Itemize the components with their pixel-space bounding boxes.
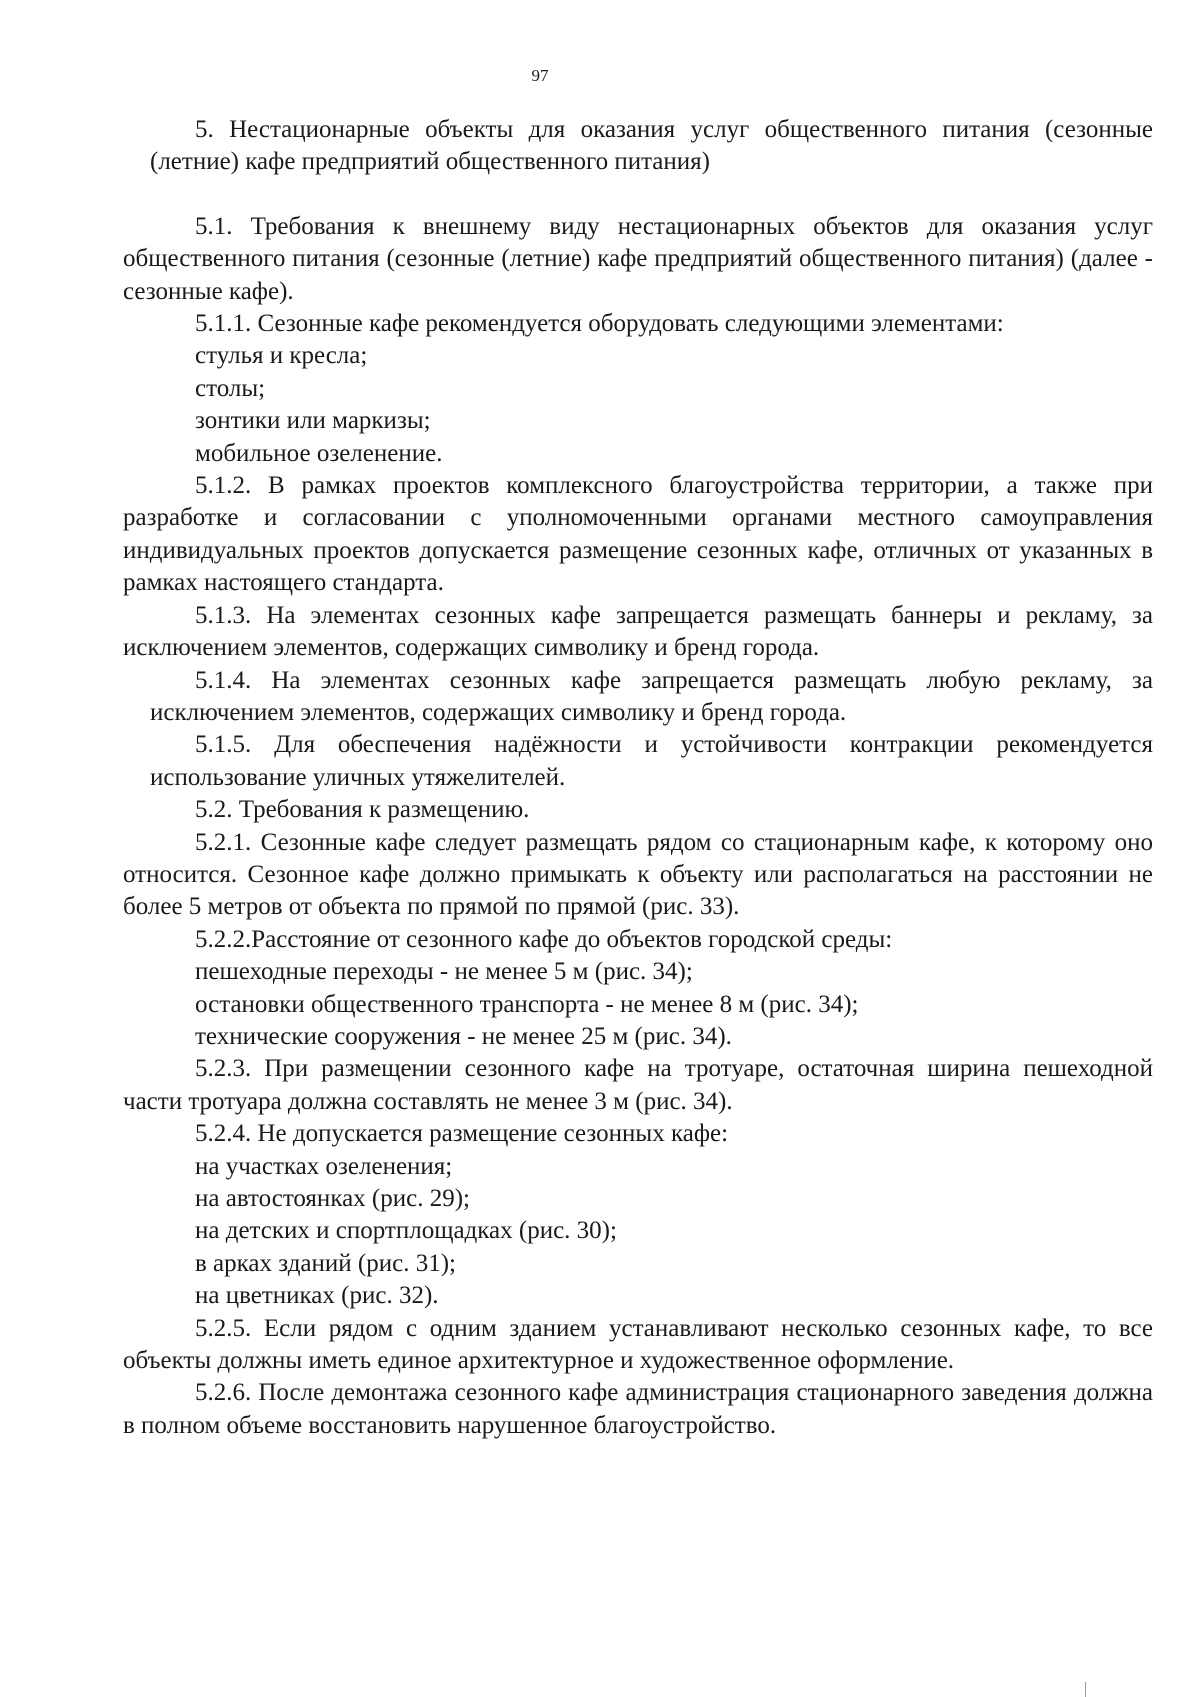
list-item: на детских и спортплощадках (рис. 30); (195, 1217, 617, 1245)
list-item: мобильное озеленение. (195, 439, 443, 467)
paragraph-5-1-4: 5.1.4. На элементах сезонных кафе запрещается размещать любую рекламу, за исключением элементов, содержащих символику и бренд города. (150, 666, 1153, 726)
list-item: остановки общественного транспорта - не менее 8 м (рис. 34); (195, 990, 859, 1018)
paragraph-5-2-2: 5.2.2.Расстояние от сезонного кафе до объектов городской среды: (195, 925, 893, 953)
paragraph-5-2-6: 5.2.6. После демонтажа сезонного кафе администрация стационарного заведения должна в полном объеме восстановить нарушенное благоустройство. (123, 1379, 1153, 1439)
paragraph-5-1-5: 5.1.5. Для обеспечения надёжности и устойчивости контракции рекомендуется использование уличных утяжелителей. (150, 731, 1153, 791)
list-item: зонтики или маркизы; (195, 407, 431, 435)
list-item: стулья и кресла; (195, 342, 368, 370)
paragraph-5-2: 5.2. Требования к размещению. (195, 796, 530, 824)
paragraph-5-1-3: 5.1.3. На элементах сезонных кафе запрещается размещать баннеры и рекламу, за исключением элементов, содержащих символику и бренд города. (123, 601, 1153, 662)
paragraph-5-1-1: 5.1.1. Сезонные кафе рекомендуется оборудовать следующими элементами: (195, 310, 1004, 338)
list-item: на автостоянках (рис. 29); (195, 1185, 470, 1212)
spacer (123, 179, 1153, 211)
list-item: пешеходные переходы - не менее 5 м (рис. 34); (195, 958, 693, 986)
document-body (123, 114, 1153, 1442)
list-item: технические сооружения - не менее 25 м (рис. 34). (195, 1022, 732, 1050)
list-item: на участках озеленения; (195, 1152, 453, 1180)
paragraph-5-2-1: 5.2.1. Сезонные кафе следует размещать рядом со стационарным кафе, к которому оно относится. Сезонное кафе должно примыкать к объекту или располагаться на расстоянии не более 5 метров от объекта по прямой по прямой (рис. 33). (123, 828, 1153, 921)
paragraph-5-1: 5.1. Требования к внешнему виду нестационарных объектов для оказания услуг общественного питания (сезонные (летние) кафе предприятий общественного питания) (далее - сезонные кафе). (123, 212, 1153, 305)
paragraph-5-2-4: 5.2.4. Не допускается размещение сезонных кафе: (195, 1120, 729, 1148)
scan-artifact-mark (1085, 1682, 1086, 1697)
paragraph-5-2-3: 5.2.3. При размещении сезонного кафе на тротуаре, остаточная ширина пешеходной части тротуара должна составлять не менее 3 м (рис. 34). (123, 1055, 1153, 1115)
paragraph-5-2-5: 5.2.5. Если рядом с одним зданием устанавливают несколько сезонных кафе, то все объекты должны иметь единое архитектурное и художественное оформление. (123, 1314, 1153, 1375)
list-item: столы; (195, 374, 266, 402)
page-number: 97 (531, 66, 549, 85)
list-item: на цветниках (рис. 32). (195, 1282, 439, 1310)
paragraph-5-1-2: 5.1.2. В рамках проектов комплексного благоустройства территории, а также при разработке и согласовании с уполномоченными органами местного самоуправления индивидуальных проектов допускается размещение сезонных кафе, отличных от указанных в рамках настоящего стандарта. (123, 472, 1153, 597)
list-item: в арках зданий (рис. 31); (195, 1249, 456, 1277)
section-title: 5. Нестационарные объекты для оказания услуг общественного питания (сезонные (летние) кафе предприятий общественного питания) (150, 116, 1153, 176)
